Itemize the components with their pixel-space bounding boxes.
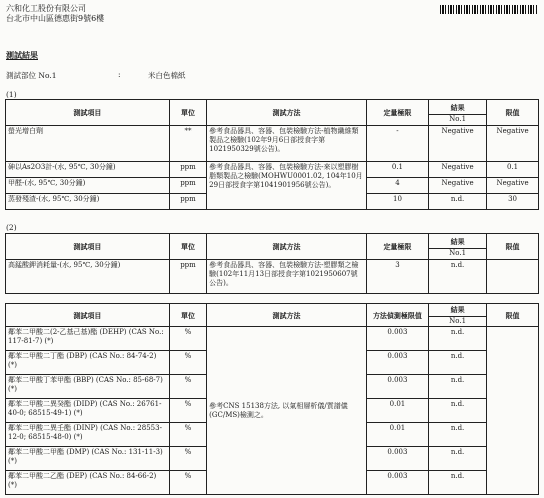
row-item: 螢光增白劑 (6, 126, 170, 162)
row-unit: % (169, 447, 206, 471)
company-address: 台北市中山區德惠街9號6樓 (6, 14, 105, 23)
row-limit: 0.003 (366, 351, 428, 375)
row-unit: % (169, 423, 206, 447)
row-result: n.d. (429, 351, 487, 375)
table2 (5, 233, 539, 294)
row-method: 參考食品器具、容器、包裝檢驗方法-塑膠類之檢驗(102年11月13日部授食字第1021950607號公告)。 (207, 260, 367, 294)
header-result (429, 304, 487, 327)
header-limit: 方法偵測極限值 (366, 304, 428, 327)
row-result: n.d. (429, 423, 487, 447)
header-result-label: 結果 (450, 102, 465, 112)
row-item: 鄰苯二甲酸丁苯甲酯 (BBP) (CAS No.: 85-68-7) (*) (6, 375, 170, 399)
row-ref (487, 260, 539, 294)
header-unit: 單位 (169, 234, 206, 260)
barcode (440, 5, 538, 14)
header-ref: 限值 (487, 234, 539, 260)
table1-label: (1) (6, 90, 17, 99)
header-result-sub: No.1 (429, 248, 486, 258)
row-unit: % (169, 471, 206, 495)
row-unit: ppm (169, 194, 206, 210)
table-row (6, 260, 539, 294)
row-item: 鄰苯二甲酸二異壬酯 (DINP) (CAS No.: 28553-12-0; 68515-48-0) (*) (6, 423, 170, 447)
row-unit: % (169, 375, 206, 399)
row-ref (487, 327, 539, 495)
row-limit: 0.1 (366, 162, 428, 178)
header-result-sub: No.1 (429, 316, 486, 326)
row-ref: 30 (487, 194, 539, 210)
row-result: n.d. (429, 447, 487, 471)
row-item: 鄰苯二甲酸二乙酯 (DEP) (CAS No.: 84-66-2) (*) (6, 471, 170, 495)
test-part-value: 米白色棉紙 (148, 71, 186, 80)
row-result: n.d. (429, 471, 487, 495)
header-method: 測試方法 (207, 100, 367, 126)
row-limit: 0.01 (366, 423, 428, 447)
row-limit: 0.003 (366, 375, 428, 399)
table3 (5, 303, 539, 495)
test-part-label: 測試部位 No.1 (6, 71, 57, 80)
row-item: 鄰苯二甲酸二甲酯 (DMP) (CAS No.: 131-11-3) (*) (6, 447, 170, 471)
table-row (6, 126, 539, 162)
row-item: 鄰苯二甲酸二異癸酯 (DIDP) (CAS No.: 26761-40-0; 68515-49-1) (*) (6, 399, 170, 423)
row-item: 砷以As2O3計-(水, 95℃, 30分鐘) (6, 162, 170, 178)
header-item: 測試項目 (6, 304, 170, 327)
row-item: 鄰苯二甲酸二丁酯 (DBP) (CAS No.: 84-74-2) (*) (6, 351, 170, 375)
row-limit: 0.01 (366, 399, 428, 423)
row-result: Negative (429, 126, 487, 162)
company-name: 六和化工股份有限公司 (6, 4, 86, 13)
row-limit: 10 (366, 194, 428, 210)
row-unit: ** (169, 126, 206, 162)
header-method: 測試方法 (207, 234, 367, 260)
row-method: 參考食品器具、容器、包裝檢驗方法-植物纖維類製品之檢驗(102年9月6日部授食字第1021950329號公告)。 (207, 126, 367, 162)
row-method: 參考食品器具、容器、包裝檢驗方法-來以塑膠樹脂類製品之檢驗(MOHWU0001.02, 104年10月29日部授食字第1041901956號公告)。 (207, 162, 367, 210)
header-limit: 定量極限 (366, 100, 428, 126)
row-result: Negative (429, 178, 487, 194)
header-unit: 單位 (169, 304, 206, 327)
row-limit: 0.003 (366, 327, 428, 351)
table-row (6, 327, 539, 351)
row-unit: ppm (169, 178, 206, 194)
row-unit: ppm (169, 162, 206, 178)
row-limit: - (366, 126, 428, 162)
header-ref: 限值 (487, 100, 539, 126)
row-result: n.d. (429, 327, 487, 351)
row-result: Negative (429, 162, 487, 178)
row-item: 高錳酸鉀消耗量-(水, 95℃, 30分鐘) (6, 260, 170, 294)
header-result-sub: No.1 (429, 114, 486, 124)
table-row (6, 162, 539, 178)
row-limit: 3 (366, 260, 428, 294)
row-limit: 0.003 (366, 471, 428, 495)
row-item: 蒸發殘渣-(水, 95℃, 30分鐘) (6, 194, 170, 210)
header-item: 測試項目 (6, 100, 170, 126)
header-limit: 定量極限 (366, 234, 428, 260)
row-limit: 4 (366, 178, 428, 194)
table2-label: (2) (6, 223, 17, 232)
results-title: 測試結果 (6, 50, 38, 60)
row-result: n.d. (429, 260, 487, 294)
row-unit: ppm (169, 260, 206, 294)
row-result: n.d. (429, 194, 487, 210)
header-ref: 限值 (487, 304, 539, 327)
header-unit: 單位 (169, 100, 206, 126)
row-item: 鄰苯二甲酸二(2-乙基己基)酯 (DEHP) (CAS No.: 117-81-7) (*) (6, 327, 170, 351)
header-result (429, 234, 487, 260)
row-ref: Negative (487, 178, 539, 194)
row-method: 參考CNS 15138方法, 以氣相層析儀/質譜儀(GC/MS)檢測之。 (207, 327, 367, 495)
row-result: n.d. (429, 375, 487, 399)
header-item: 測試項目 (6, 234, 170, 260)
row-unit: % (169, 327, 206, 351)
row-result: n.d. (429, 399, 487, 423)
row-limit: 0.003 (366, 447, 428, 471)
header-result-label: 結果 (450, 236, 465, 246)
row-ref: Negative (487, 126, 539, 162)
header-result-label: 結果 (450, 305, 465, 314)
test-part-separator: : (118, 70, 121, 79)
row-item: 甲醛-(水, 95℃, 30分鐘) (6, 178, 170, 194)
header-result (429, 100, 487, 126)
table1 (5, 99, 539, 210)
header-method: 測試方法 (207, 304, 367, 327)
row-unit: % (169, 351, 206, 375)
row-unit: % (169, 399, 206, 423)
row-ref: 0.1 (487, 162, 539, 178)
